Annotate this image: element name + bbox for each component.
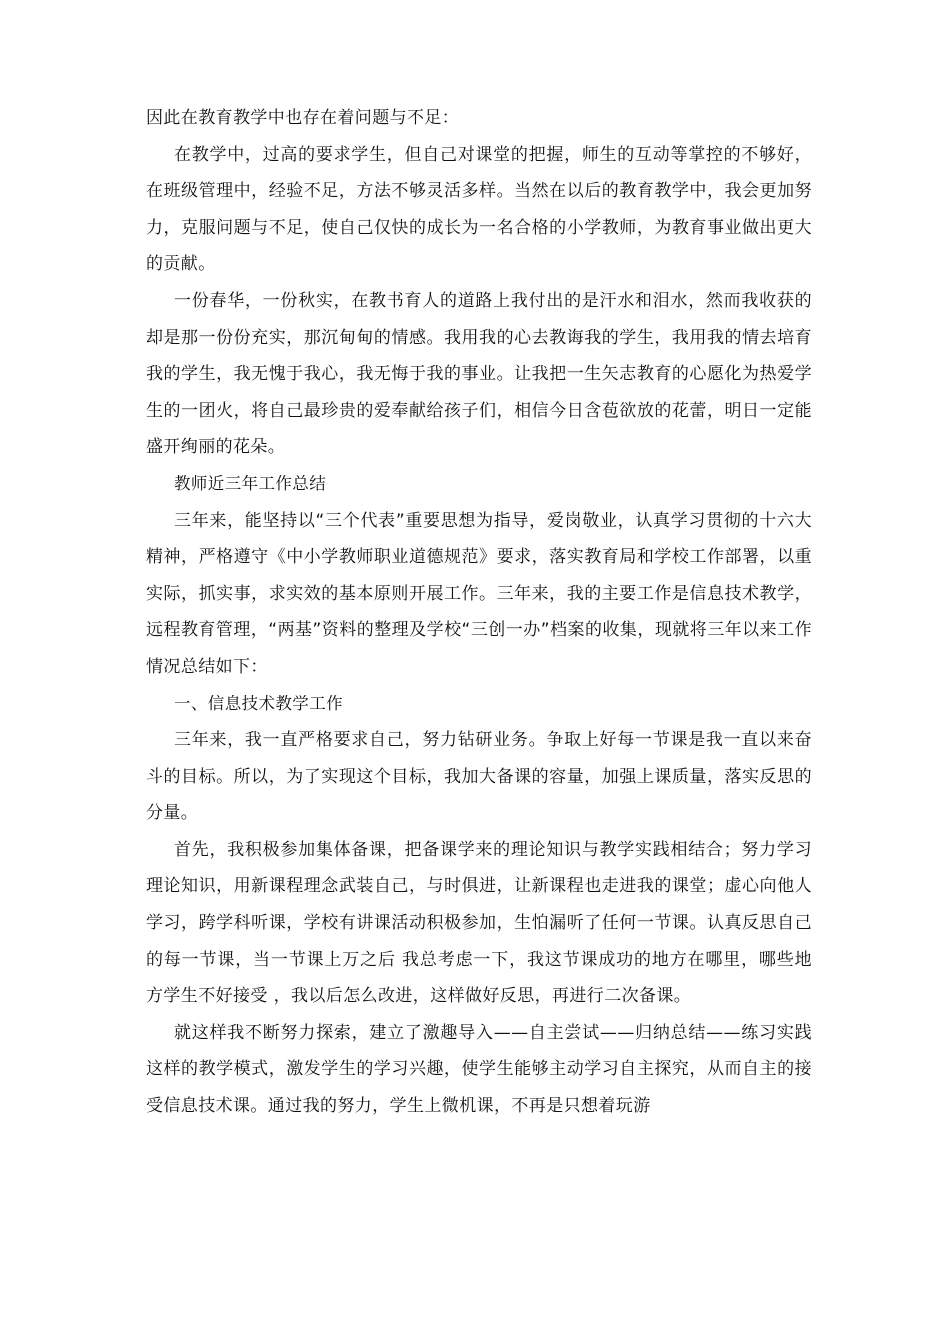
document-page bbox=[146, 100, 812, 1125]
paragraph-goals: 三年来，我一直严格要求自己，努力钻研业务。争取上好每一节课是我一直以来奋斗的目标。所以，为了实现这个目标，我加大备课的容量，加强上课质量，落实反思的分量。 bbox=[146, 730, 812, 824]
paragraph-shortcomings: 在教学中，过高的要求学生，但自己对课堂的把握，师生的互动等掌控的不够好，在班级管理中，经验不足，方法不够灵活多样。当然在以后的教育教学中，我会更加努力，克服问题与不足，使自己仅快的成长为一名合格的小学教师，为教育事业做出更大的贡献。 bbox=[146, 144, 812, 275]
section-title: 教师近三年工作总结 bbox=[174, 473, 327, 493]
paragraph-intro: 因此在教育教学中也存在着问题与不足： bbox=[146, 108, 460, 128]
paragraph-overview: 三年来，能坚持以“三个代表”重要思想为指导，爱岗敬业，认真学习贯彻的十六大精神，严格遵守《中小学教师职业道德规范》要求，落实教育局和学校工作部署，以重实际，抓实事，求实效的基本原则开展工作。三年来，我的主要工作是信息技术教学，远程教育管理，“两基”资料的整理及学校“三创一办”档案的收集，现就将三年以来工作情况总结如下： bbox=[146, 510, 812, 677]
paragraph-lesson-preparation: 首先，我积极参加集体备课，把备课学来的理论知识与教学实践相结合；努力学习理论知识，用新课程理念武装自己，与时俱进，让新课程也走进我的课堂；虚心向他人学习，跨学科听课，学校有讲课活动积极参加，生怕漏听了任何一节课。认真反思自己的每一节课，当一节课上万之后 我总考虑一下，我这节课成功的地方在哪里，哪些地方学生不好接受 ，我以后怎么改进，这样做好反思，再进行二次备课。 bbox=[146, 839, 812, 1007]
paragraph-teaching-model: 就这样我不断努力探索，建立了激趣导入——自主尝试——归纳总结——练习实践这样的教学模式，激发学生的学习兴趣，使学生能够主动学习自主探究，从而自主的接受信息技术课。通过我的努力，学生上微机课，不再是只想着玩游 bbox=[146, 1022, 812, 1117]
subsection-heading: 一、信息技术教学工作 bbox=[174, 693, 343, 713]
paragraph-reflection: 一份春华，一份秋实，在教书育人的道路上我付出的是汗水和泪水，然而我收获的却是那一份份充实，那沉甸甸的情感。我用我的心去教诲我的学生，我用我的情去培育我的学生，我无愧于我心，我无悔于我的事业。让我把一生矢志教育的心愿化为热爱学生的一团火，将自己最珍贵的爱奉献给孩子们，相信今日含苞欲放的花蕾，明日一定能盛开绚丽的花朵。 bbox=[146, 290, 812, 458]
